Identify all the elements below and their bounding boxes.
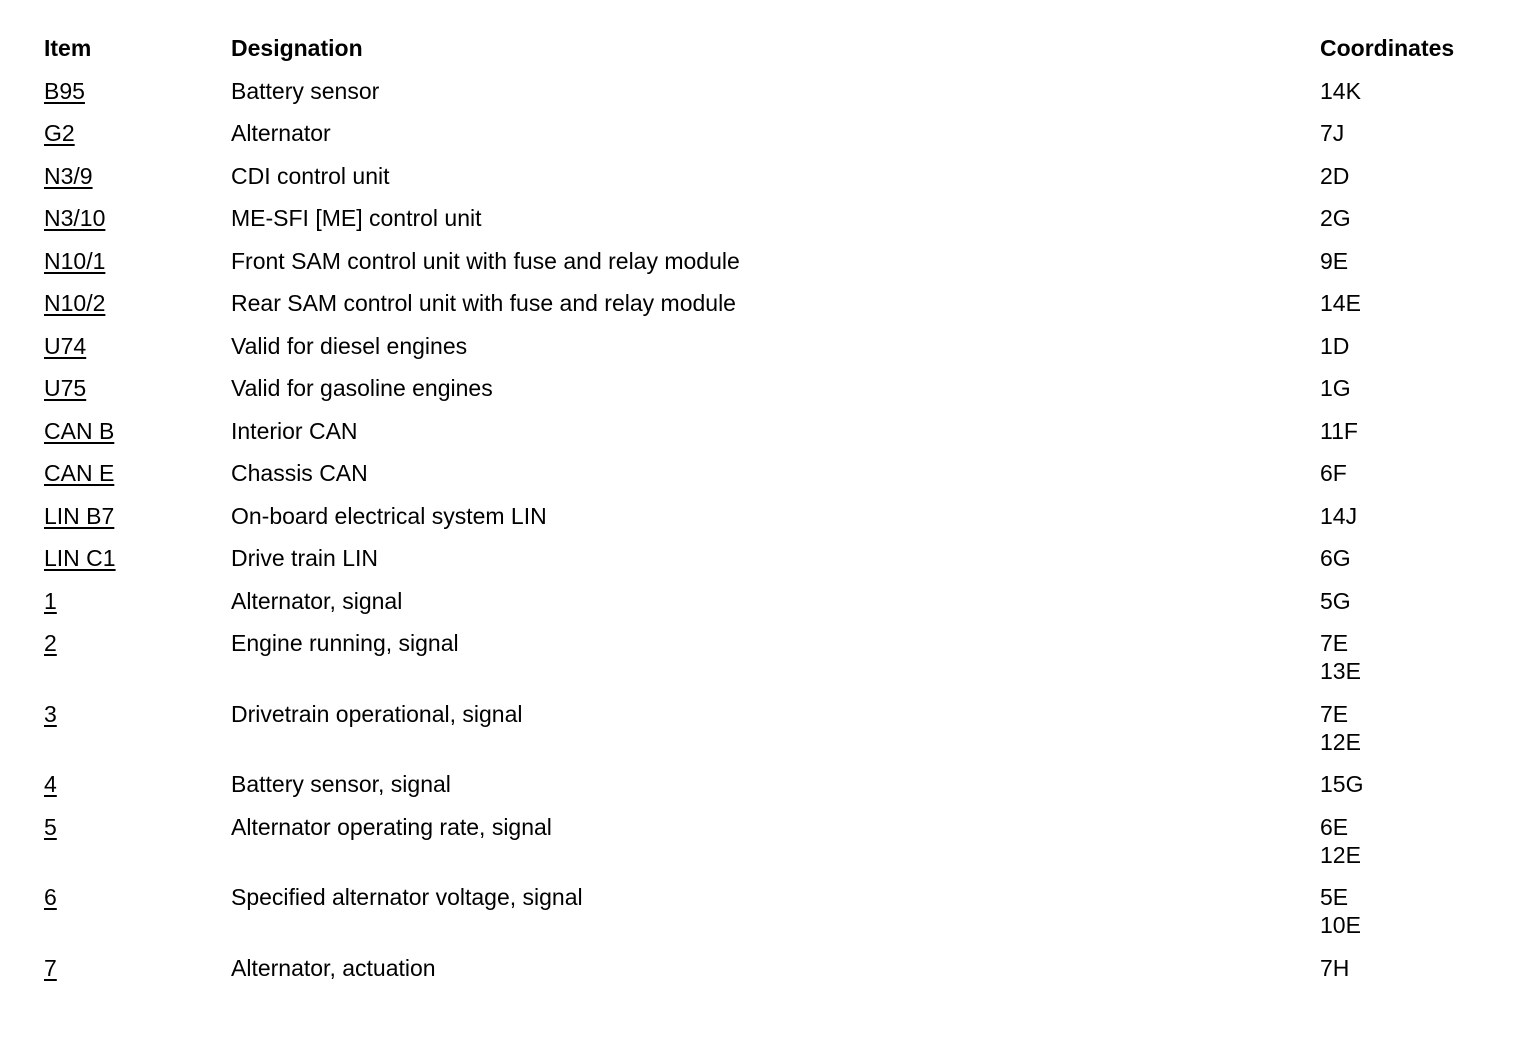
coordinates-cell (1320, 417, 1484, 445)
designation-cell: Drive train LIN (231, 545, 378, 571)
coordinates-cell (1320, 77, 1484, 105)
coordinate-value: 6E (1320, 813, 1349, 840)
coordinates-cell (1320, 332, 1484, 360)
designation-cell: Chassis CAN (231, 460, 368, 486)
legend-table (44, 34, 1484, 996)
header-row (44, 34, 1484, 62)
coordinate-value: 5G (1320, 587, 1351, 614)
item-cell (44, 954, 231, 982)
table-row (44, 332, 1484, 360)
item-link[interactable]: 1 (44, 587, 57, 614)
coordinate-value: 2G (1320, 205, 1351, 231)
coordinate-value: 7J (1320, 120, 1345, 146)
table-row (44, 502, 1484, 530)
item-cell (44, 770, 231, 798)
item-link[interactable]: N10/2 (44, 290, 106, 316)
table-row (44, 417, 1484, 445)
item-link[interactable]: U75 (44, 375, 87, 401)
item-link[interactable]: 5 (44, 813, 57, 840)
item-link[interactable]: U74 (44, 332, 87, 359)
designation-cell: Alternator, actuation (231, 954, 436, 981)
table-row (44, 770, 1484, 798)
item-cell (44, 247, 231, 275)
coordinates-cell (1320, 883, 1484, 939)
item-cell (44, 289, 231, 317)
item-cell (44, 204, 231, 232)
designation-cell: Front SAM control unit with fuse and relay module (231, 247, 740, 274)
item-link[interactable]: N3/9 (44, 162, 93, 189)
item-link[interactable]: 3 (44, 700, 57, 727)
coordinates-cell (1320, 502, 1484, 530)
item-cell (44, 544, 231, 572)
table-row (44, 459, 1484, 487)
coordinate-value: 13E (1320, 658, 1361, 684)
coordinate-value: 12E (1320, 841, 1361, 868)
designation-cell: Engine running, signal (231, 630, 459, 656)
coordinates-cell (1320, 954, 1484, 982)
coordinates-cell (1320, 770, 1484, 798)
coordinate-value: 6G (1320, 545, 1351, 571)
coordinate-value: 6F (1320, 460, 1347, 486)
item-cell (44, 883, 231, 911)
item-cell (44, 587, 231, 615)
designation-cell: Specified alternator voltage, signal (231, 884, 583, 910)
item-link[interactable]: LIN B7 (44, 502, 115, 529)
item-cell (44, 629, 231, 657)
table-row (44, 954, 1484, 982)
item-link[interactable]: CAN E (44, 460, 115, 486)
coordinate-value: 10E (1320, 912, 1361, 938)
designation-cell: On-board electrical system LIN (231, 502, 547, 529)
designation-cell: Drivetrain operational, signal (231, 700, 523, 727)
header-designation: Designation (231, 35, 363, 61)
coordinate-value: 12E (1320, 728, 1361, 755)
table-row (44, 813, 1484, 869)
designation-cell: Valid for diesel engines (231, 332, 468, 359)
item-cell (44, 77, 231, 105)
coordinates-cell (1320, 204, 1484, 232)
item-link[interactable]: 4 (44, 771, 57, 797)
designation-cell: Alternator (231, 120, 331, 146)
item-cell (44, 459, 231, 487)
item-cell (44, 374, 231, 402)
table-row (44, 883, 1484, 939)
item-link[interactable]: LIN C1 (44, 545, 116, 571)
item-link[interactable]: G2 (44, 120, 75, 146)
item-cell (44, 417, 231, 445)
coordinate-value: 14J (1320, 502, 1358, 529)
coordinates-cell (1320, 459, 1484, 487)
item-link[interactable]: 2 (44, 630, 57, 656)
designation-cell: Rear SAM control unit with fuse and relay module (231, 290, 736, 316)
item-link[interactable]: 7 (44, 954, 57, 981)
designation-cell: Battery sensor, signal (231, 771, 451, 797)
coordinates-cell (1320, 587, 1484, 615)
item-link[interactable]: 6 (44, 884, 57, 910)
table-row (44, 247, 1484, 275)
item-link[interactable]: B95 (44, 77, 85, 104)
table-row (44, 162, 1484, 190)
coordinate-value: 11F (1320, 417, 1358, 444)
table-row (44, 77, 1484, 105)
coordinates-cell (1320, 374, 1484, 402)
item-cell (44, 162, 231, 190)
designation-cell: ME-SFI [ME] control unit (231, 205, 482, 231)
table-row (44, 629, 1484, 685)
designation-cell: Alternator operating rate, signal (231, 813, 552, 840)
coordinates-cell (1320, 162, 1484, 190)
coordinates-cell (1320, 119, 1484, 147)
coordinate-value: 14E (1320, 290, 1361, 316)
designation-cell: Valid for gasoline engines (231, 375, 493, 401)
item-link[interactable]: CAN B (44, 417, 115, 444)
item-link[interactable]: N3/10 (44, 205, 106, 231)
table-row (44, 544, 1484, 572)
coordinates-cell (1320, 629, 1484, 685)
table-row (44, 700, 1484, 756)
table-row (44, 374, 1484, 402)
coordinates-cell (1320, 247, 1484, 275)
item-cell (44, 332, 231, 360)
item-cell (44, 502, 231, 530)
item-cell (44, 119, 231, 147)
coordinates-cell (1320, 813, 1484, 869)
coordinate-value: 2D (1320, 162, 1350, 189)
designation-cell: CDI control unit (231, 162, 390, 189)
designation-cell: Battery sensor (231, 77, 380, 104)
legend-rows (44, 77, 1484, 982)
coordinates-cell (1320, 289, 1484, 317)
item-cell (44, 700, 231, 728)
coordinates-cell (1320, 700, 1484, 756)
designation-cell: Interior CAN (231, 417, 358, 444)
table-row (44, 204, 1484, 232)
coordinate-value: 1D (1320, 332, 1350, 359)
table-row (44, 119, 1484, 147)
coordinate-value: 7E (1320, 630, 1349, 656)
coordinate-value: 15G (1320, 771, 1364, 797)
header-item: Item (44, 35, 92, 61)
coordinate-value: 1G (1320, 375, 1351, 401)
coordinate-value: 5E (1320, 884, 1349, 910)
header-coordinates: Coordinates (1320, 35, 1455, 61)
item-link[interactable]: N10/1 (44, 247, 106, 274)
coordinate-value: 9E (1320, 247, 1349, 274)
coordinates-cell (1320, 544, 1484, 572)
coordinate-value: 14K (1320, 77, 1361, 104)
table-row (44, 289, 1484, 317)
table-row (44, 587, 1484, 615)
item-cell (44, 813, 231, 841)
designation-cell: Alternator, signal (231, 587, 403, 614)
coordinate-value: 7E (1320, 700, 1349, 727)
coordinate-value: 7H (1320, 954, 1350, 981)
